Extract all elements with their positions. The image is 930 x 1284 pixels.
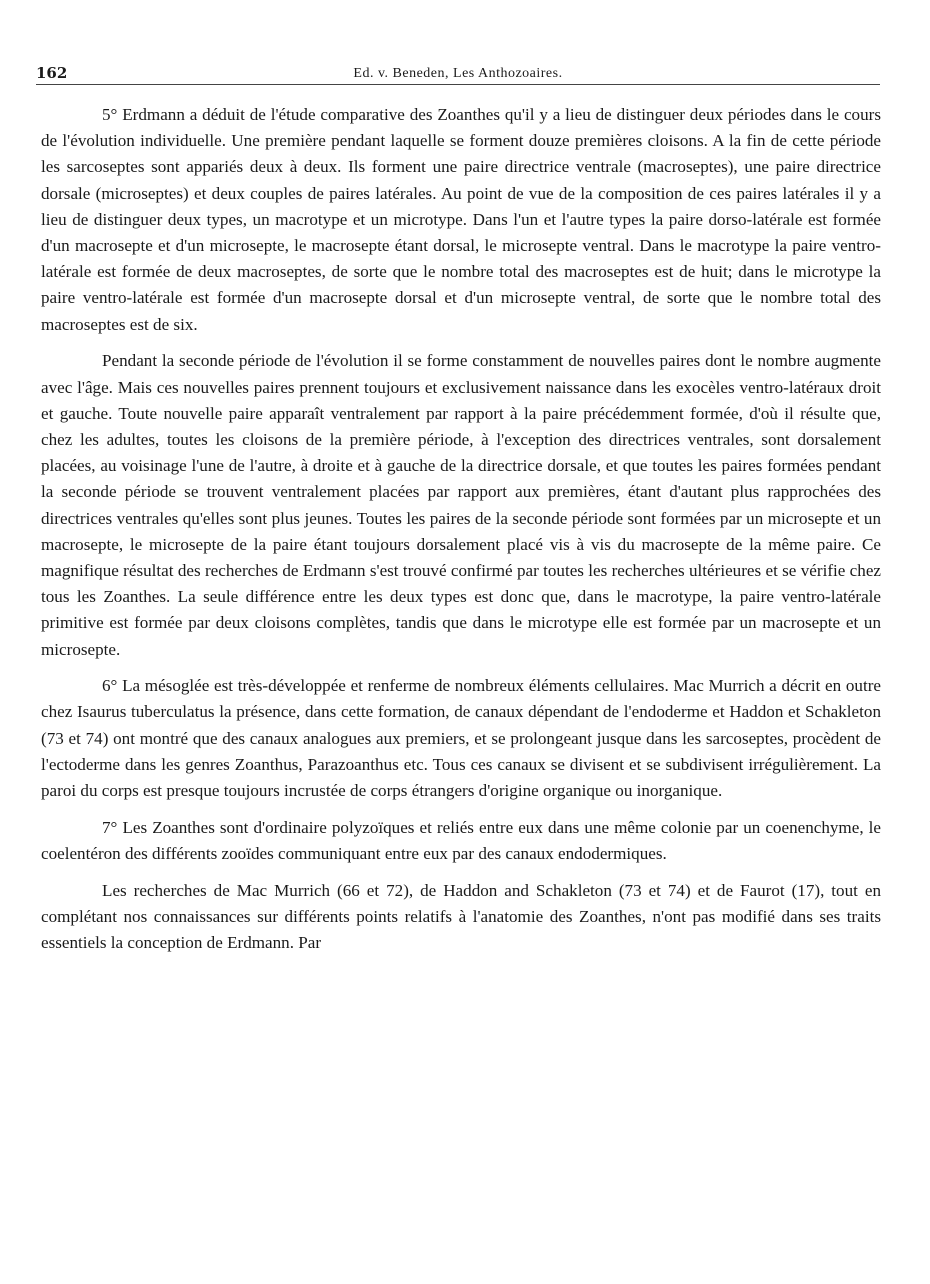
paragraph-seconde-periode: Pendant la seconde période de l'évolution il se forme constamment de nouvelles paires dont le nombre augmente avec l'âge. Mais ces nouvelles paires prennent toujours et exclusivement naissance dans les exocèles ventro-latéraux droit et gauche. Toute nouvelle paire apparaît ventralement par rapport à la paire précédemment formée, d'où il résulte que, chez les adultes, toutes les cloisons de la première période, à l'exception des directrices ventrales, sont dorsalement placées, au voisinage l'une de l'autre, à droite et à gauche de la directrice dorsale, et que toutes les paires formées pendant la seconde période se trouvent ventralement placées par rapport aux premières, étant d'autant plus rapprochées des directrices ventrales qu'elles sont plus jeunes. Toutes les paires de la seconde période sont formées par un microsepte et un macrosepte, le microsepte de la paire étant toujours dorsalement placé vis à vis du macrosepte de la même paire. Ce magnifique résultat des recherches de Erdmann s'est trouvé confirmé par toutes les recherches ultérieures et se vérifie chez tous les Zoanthes. La seule différence entre les deux types est donc que, dans le macrotype, la paire ventro-latérale primitive est formée par deux cloisons complètes, tandis que dans le microtype elle est formée par un macrosepte et un microsepte. [41,351,881,659]
paragraph-6: 6° La mésoglée est très-développée et renferme de nombreux éléments cellulaires. Mac Murrich a décrit en outre chez Isaurus tuberculatus la présence, dans cette formation, de canaux dépendant de l'endoderme et Haddon et Schakleton (73 et 74) ont montré que des canaux analogues aux premiers, et se prolongeant jusque dans les sarcoseptes, procèdent de l'ectoderme dans les genres Zoanthus, Parazoanthus etc. Tous ces canaux se divisent et se subdivisent irrégulièrement. La paroi du corps est presque toujours incrustée de corps étrangers d'origine organique ou inorganique. [41,676,881,801]
page-number: 162 [36,64,68,82]
body-text [41,102,881,967]
paragraph-7: 7° Les Zoanthes sont d'ordinaire polyzoïques et reliés entre eux dans une même colonie par un coenenchyme, le coelentéron des différents zooïdes communiquant entre eux par des canaux endodermiques. [41,817,881,863]
page-header [36,62,880,85]
paragraph-5: 5° Erdmann a déduit de l'étude comparative des Zoanthes qu'il y a lieu de distinguer deux périodes dans le cours de l'évolution individuelle. Une première pendant laquelle se forment douze premières cloisons. A la fin de cette période les sarcoseptes sont appariés deux à deux. Ils forment une paire directrice ventrale (macroseptes), une paire directrice dorsale (microseptes) et deux couples de paires latérales. Au point de vue de la composition de ces paires latérales il y a lieu de distinguer deux types, un macrotype et un microtype. Dans l'un et l'autre types la paire dorso-latérale est formée d'un macrosepte et d'un microsepte, le macrosepte étant dorsal, le microsepte ventral. Dans le macrotype la paire ventro-latérale est formée de deux macroseptes, de sorte que le nombre total des macroseptes est de huit; dans le microtype la paire ventro-latérale est formée d'un macrosepte dorsal et d'un microsepte ventral, de sorte que le nombre total des macroseptes est de six. [41,105,881,334]
running-head: Ed. v. Beneden, Les Anthozoaires. [353,66,563,81]
paragraph-recherches: Les recherches de Mac Murrich (66 et 72), de Haddon and Schakleton (73 et 74) et de Faurot (17), tout en complétant nos connaissances sur différents points relatifs à l'anatomie des Zoanthes, n'ont pas modifié dans ses traits essentiels la conception de Erdmann. Par [41,880,881,953]
